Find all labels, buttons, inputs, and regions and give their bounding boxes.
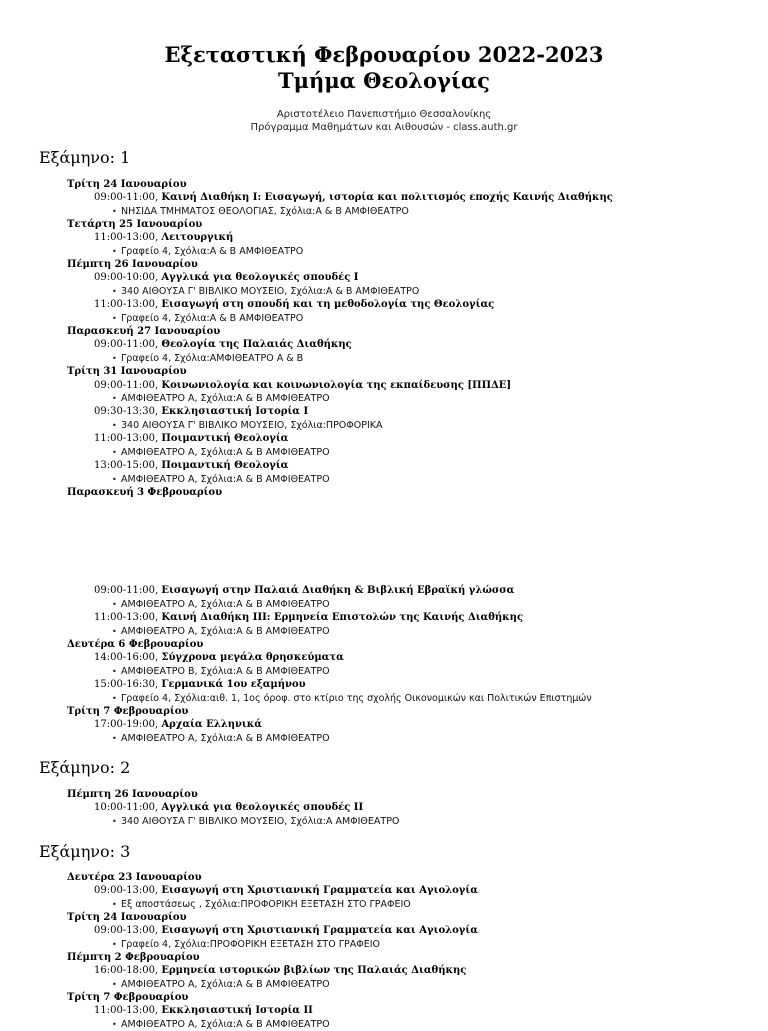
location-text: 340 ΑΙΘΟΥΣΑ Γ' ΒΙΒΛΙΚΟ ΜΟΥΣΕΙΟ, Σχόλια:Α ΑΜΦΙΘΕΑΤΡΟ [121,816,400,827]
exam-location [112,598,330,611]
exam-entry [94,271,358,284]
exam-entry [94,338,352,351]
exam-location [112,732,330,745]
exam-day-heading: Τρίτη 31 Ιανουαρίου [67,366,187,377]
course-name: Ερμηνεία ιστορικών βιβλίων της Παλαιάς Διαθήκης [161,965,467,976]
exam-entry [94,379,511,392]
exam-location [112,978,330,991]
bullet-icon: • [112,900,117,909]
exam-location [112,352,303,365]
exam-time: 11:00-13:00, [94,299,162,310]
location-text: Γραφείο 4, Σχόλια:αιθ. 1, 1ος όροφ. στο κτίριο της σχολής Οικονομικών και Πολιτικών Επιστημών [121,693,592,704]
exam-day-heading: Τετάρτη 25 Ιανουαρίου [67,219,203,230]
exam-entry [94,924,478,937]
location-text: ΝΗΣΙΔΑ ΤΜΗΜΑΤΟΣ ΘΕΟΛΟΓΙΑΣ, Σχόλια:Α & Β ΑΜΦΙΘΕΑΤΡΟ [121,206,409,217]
exam-location [112,285,419,298]
exam-location [112,446,330,459]
course-name: Εισαγωγή στη Χριστιανική Γραμματεία και Αγιολογία [161,925,478,936]
exam-entry [94,432,288,445]
location-text: ΑΜΦΙΘΕΑΤΡΟ Α, Σχόλια:Α & Β ΑΜΦΙΘΕΑΤΡΟ [121,599,330,610]
exam-entry [94,611,523,624]
program-source: Πρόγραμμα Μαθημάτων και Αιθουσών - class.auth.gr [250,122,518,133]
exam-entry [94,651,344,664]
course-name: Καινή Διαθήκη Ι: Εισαγωγή, ιστορία και πολιτισμός εποχής Καινής Διαθήκης [161,192,613,203]
location-text: ΑΜΦΙΘΕΑΤΡΟ Α, Σχόλια:Α & Β ΑΜΦΙΘΕΑΤΡΟ [121,979,330,990]
exam-entry [94,191,613,204]
course-name: Ποιμαντική Θεολογία [161,433,289,444]
exam-location [112,625,330,638]
bullet-icon: • [112,600,117,609]
semester-heading: Εξάμηνο: 2 [39,758,131,777]
course-name: Θεολογία της Παλαιάς Διαθήκης [161,339,352,350]
bullet-icon: • [112,980,117,989]
location-text: ΑΜΦΙΘΕΑΤΡΟ Α, Σχόλια:Α & Β ΑΜΦΙΘΕΑΤΡΟ [121,1019,330,1030]
bullet-icon: • [112,354,117,363]
exam-day-heading: Πέμπτη 2 Φεβρουαρίου [67,952,200,963]
exam-location [112,205,409,218]
exam-time: 10:00-11:00, [94,802,162,813]
course-name: Ποιμαντική Θεολογία [161,460,289,471]
course-name: Γερμανικά 1ου εξαμήνου [161,679,306,690]
exam-day-heading: Παρασκευή 3 Φεβρουαρίου [67,487,223,498]
exam-location [112,419,383,432]
location-text: 340 ΑΙΘΟΥΣΑ Γ' ΒΙΒΛΙΚΟ ΜΟΥΣΕΙΟ, Σχόλια:ΠΡΟΦΟΡΙΚΑ [121,420,383,431]
location-text: Γραφείο 4, Σχόλια:ΑΜΦΙΘΕΑΤΡΟ Α & Β [121,353,304,364]
course-name: Αγγλικά για θεολογικές σπουδές Ι [161,272,359,283]
bullet-icon: • [112,421,117,430]
exam-time: 14:00-16:00, [94,652,162,663]
bullet-icon: • [112,940,117,949]
course-name: Εκκλησιαστική Ιστορία ΙΙ [161,1005,313,1016]
exam-entry [94,298,494,311]
bullet-icon: • [112,394,117,403]
exam-entry [94,584,514,597]
bullet-icon: • [112,667,117,676]
exam-time: 11:00-13:00, [94,232,162,243]
location-text: Γραφείο 4, Σχόλια:Α & Β ΑΜΦΙΘΕΑΤΡΟ [121,246,304,257]
exam-time: 09:00-11:00, [94,585,162,596]
exam-time: 09:00-11:00, [94,380,162,391]
course-name: Κοινωνιολογία και κοινωνιολογία της εκπαίδευσης [ΠΠΔΕ] [161,380,512,391]
page-title: Εξεταστική Φεβρουαρίου 2022-2023 [164,42,604,67]
course-name: Αγγλικά για θεολογικές σπουδές ΙΙ [161,802,364,813]
exam-location [112,312,303,325]
exam-day-heading: Τρίτη 24 Ιανουαρίου [67,912,187,923]
bullet-icon: • [112,817,117,826]
bullet-icon: • [112,448,117,457]
exam-entry [94,405,308,418]
exam-time: 11:00-13:00, [94,612,162,623]
course-name: Αρχαία Ελληνικά [161,719,262,730]
course-name: Εκκλησιαστική Ιστορία Ι [161,406,309,417]
location-text: ΑΜΦΙΘΕΑΤΡΟ Α, Σχόλια:Α & Β ΑΜΦΙΘΕΑΤΡΟ [121,447,330,458]
page-subtitle-department: Τμήμα Θεολογίας [278,68,490,93]
bullet-icon: • [112,475,117,484]
exam-day-heading: Παρασκευή 27 Ιανουαρίου [67,326,221,337]
exam-day-heading: Τρίτη 7 Φεβρουαρίου [67,706,189,717]
exam-entry [94,1004,313,1017]
exam-entry [94,801,363,814]
location-text: Γραφείο 4, Σχόλια:Α & Β ΑΜΦΙΘΕΑΤΡΟ [121,313,304,324]
exam-time: 17:00-19:00, [94,719,162,730]
exam-time: 09:30-13:30, [94,406,162,417]
location-text: ΑΜΦΙΘΕΑΤΡΟ Α, Σχόλια:Α & Β ΑΜΦΙΘΕΑΤΡΟ [121,733,330,744]
exam-location [112,1018,330,1031]
exam-location [112,473,330,486]
bullet-icon: • [112,734,117,743]
exam-location [112,392,330,405]
exam-day-heading: Τρίτη 7 Φεβρουαρίου [67,992,189,1003]
exam-location [112,815,399,828]
university-name: Αριστοτέλειο Πανεπιστήμιο Θεσσαλονίκης [276,109,492,120]
course-name: Εισαγωγή στη σπουδή και τη μεθοδολογία της Θεολογίας [161,299,495,310]
bullet-icon: • [112,694,117,703]
bullet-icon: • [112,287,117,296]
location-text: Εξ αποστάσεως , Σχόλια:ΠΡΟΦΟΡΙΚΗ ΕΞΕΤΑΣΗ ΣΤΟ ΓΡΑΦΕΙΟ [121,899,411,910]
exam-day-heading: Δευτέρα 6 Φεβρουαρίου [67,639,204,650]
exam-time: 11:00-13:00, [94,1005,162,1016]
course-name: Εισαγωγή στη Χριστιανική Γραμματεία και Αγιολογία [161,885,478,896]
exam-time: 11:00-13:00, [94,433,162,444]
location-text: Γραφείο 4, Σχόλια:ΠΡΟΦΟΡΙΚΗ ΕΞΕΤΑΣΗ ΣΤΟ ΓΡΑΦΕΙΟ [121,939,381,950]
exam-time: 09:00-11:00, [94,192,162,203]
exam-time: 16:00-18:00, [94,965,162,976]
exam-time: 09:00-10:00, [94,272,162,283]
semester-heading: Εξάμηνο: 1 [39,148,131,167]
exam-location [112,665,330,678]
bullet-icon: • [112,247,117,256]
exam-time: 09:00-13:00, [94,925,162,936]
course-name: Εισαγωγή στην Παλαιά Διαθήκη & Βιβλική Εβραϊκή γλώσσα [161,585,515,596]
bullet-icon: • [112,207,117,216]
exam-location [112,245,303,258]
location-text: 340 ΑΙΘΟΥΣΑ Γ' ΒΙΒΛΙΚΟ ΜΟΥΣΕΙΟ, Σχόλια:Α & Β ΑΜΦΙΘΕΑΤΡΟ [121,286,420,297]
exam-entry [94,964,466,977]
course-name: Σύγχρονα μεγάλα θρησκεύματα [161,652,344,663]
bullet-icon: • [112,1020,117,1029]
exam-entry [94,884,478,897]
exam-day-heading: Πέμπτη 26 Ιανουαρίου [67,789,198,800]
exam-entry [94,718,262,731]
exam-day-heading: Δευτέρα 23 Ιανουαρίου [67,872,202,883]
exam-time: 09:00-13:00, [94,885,162,896]
exam-entry [94,459,288,472]
course-name: Καινή Διαθήκη ΙΙΙ: Ερμηνεία Επιστολών της Καινής Διαθήκης [161,612,524,623]
exam-location [112,938,380,951]
location-text: ΑΜΦΙΘΕΑΤΡΟ Α, Σχόλια:Α & Β ΑΜΦΙΘΕΑΤΡΟ [121,474,330,485]
exam-location [112,898,411,911]
course-name: Λειτουργική [161,232,234,243]
bullet-icon: • [112,627,117,636]
exam-time: 13:00-15:00, [94,460,162,471]
exam-location [112,692,592,705]
semester-heading: Εξάμηνο: 3 [39,842,131,861]
exam-time: 09:00-11:00, [94,339,162,350]
location-text: ΑΜΦΙΘΕΑΤΡΟ Α, Σχόλια:Α & Β ΑΜΦΙΘΕΑΤΡΟ [121,626,330,637]
bullet-icon: • [112,314,117,323]
exam-entry [94,678,306,691]
location-text: ΑΜΦΙΘΕΑΤΡΟ Α, Σχόλια:Α & Β ΑΜΦΙΘΕΑΤΡΟ [121,393,330,404]
location-text: ΑΜΦΙΘΕΑΤΡΟ Β, Σχόλια:Α & Β ΑΜΦΙΘΕΑΤΡΟ [121,666,330,677]
exam-time: 15:00-16:30, [94,679,162,690]
exam-day-heading: Πέμπτη 26 Ιανουαρίου [67,259,198,270]
exam-entry [94,231,233,244]
exam-day-heading: Τρίτη 24 Ιανουαρίου [67,179,187,190]
